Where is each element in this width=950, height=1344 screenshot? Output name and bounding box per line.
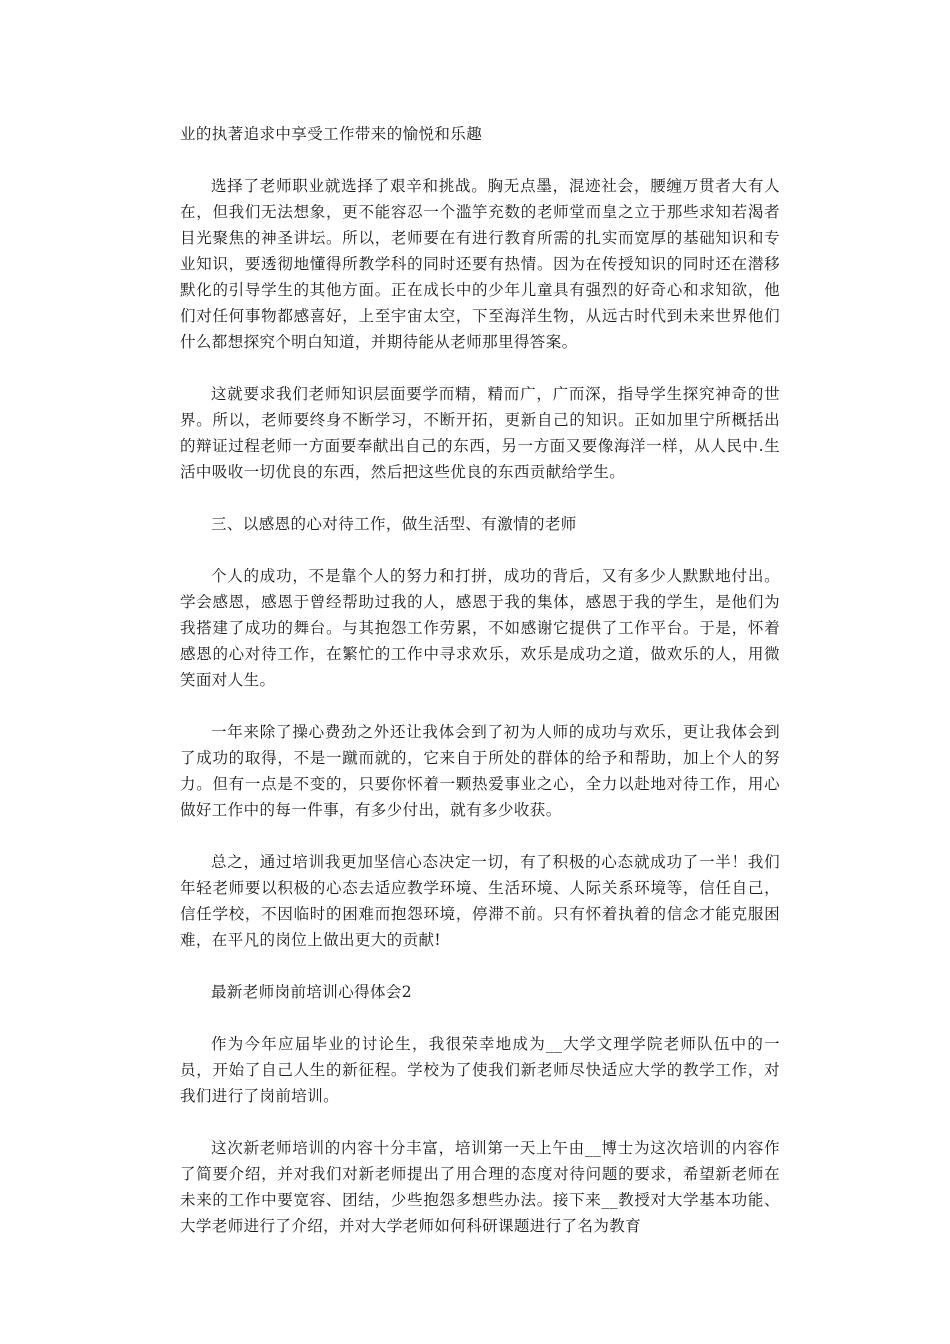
paragraph-body: 这就要求我们老师知识层面要学而精，精而广，广而深，指导学生探究神奇的世界。所以，老师要终身不断学习，不断开拓，更新自己的知识。正如加里宁所概括出的辩证过程老师一方面要奉献出自己的东西，另一方面又要像海洋一样，从人民中.生活中吸收一切优良的东西，然后把这些优良的东西贡献给学生。: [180, 385, 780, 481]
paragraph-body: 这次新老师培训的内容十分丰富，培训第一天上午由__博士为这次培训的内容作了简要介绍，并对我们对新老师提出了用合理的态度对待问题的要求，希望新老师在未来的工作中要宽容、团结，少些抱怨多想些办法。接下来__教授对大学基本功能、大学老师进行了介绍，并对大学老师如何科研课题进行了名为教育: [180, 1139, 780, 1235]
paragraph-body: 作为今年应届毕业的讨论生，我很荣幸地成为__大学文理学院老师队伍中的一员，开始了自己人生的新征程。学校为了使我们新老师尽快适应大学的教学工作，对我们进行了岗前培训。: [180, 1035, 780, 1105]
paragraph-body: 个人的成功，不是靠个人的努力和打拼，成功的背后，又有多少人默默地付出。学会感恩，感恩于曾经帮助过我的人，感恩于我的集体，感恩于我的学生，是他们为我搭建了成功的舞台。与其抱怨工作劳累，不如感谢它提供了工作平台。于是，怀着感恩的心对待工作，在繁忙的工作中寻求欢乐，欢乐是成功之道，做欢乐的人，用微笑面对人生。: [180, 567, 780, 689]
paragraph-continuation: 业的执著追求中享受工作带来的愉悦和乐趣: [180, 125, 483, 143]
document-body: [180, 121, 780, 1265]
section-heading: 三、以感恩的心对待工作，做生活型、有激情的老师: [211, 515, 577, 533]
paragraph-body: 选择了老师职业就选择了艰辛和挑战。胸无点墨，混迹社会，腰缠万贯者大有人在，但我们无法想象，更不能容忍一个滥竽充数的老师堂而皇之立于那些求知若渴者目光聚焦的神圣讲坛。所以，老师要在有进行教育所需的扎实而宽厚的基础知识和专业知识，要透彻地懂得所教学科的同时还要有热情。因为在传授知识的同时还在潜移默化的引导学生的其他方面。正在成长中的少年儿童具有强烈的好奇心和求知欲，他们对任何事物都感喜好，上至宇宙太空，下至海洋生物，从远古时代到未来世界他们什么都想探究个明白知道，并期待能从老师那里得答案。: [180, 177, 780, 351]
paragraph-body: 总之，通过培训我更加坚信心态决定一切，有了积极的心态就成功了一半！我们年轻老师要以积极的心态去适应教学环境、生活环境、人际关系环境等，信任自己，信任学校，不因临时的困难而抱怨环境，停滞不前。只有怀着执着的信念才能克服困难，在平凡的岗位上做出更大的贡献!: [180, 853, 780, 949]
section-heading: 最新老师岗前培训心得体会2: [211, 983, 413, 1001]
paragraph-body: 一年来除了操心费劲之外还让我体会到了初为人师的成功与欢乐，更让我体会到了成功的取得，不是一蹴而就的，它来自于所处的群体的给予和帮助，加上个人的努力。但有一点是不变的，只要你怀着一颗热爱事业之心，全力以赴地对待工作，用心做好工作中的每一件事，有多少付出，就有多少收获。: [180, 723, 780, 819]
